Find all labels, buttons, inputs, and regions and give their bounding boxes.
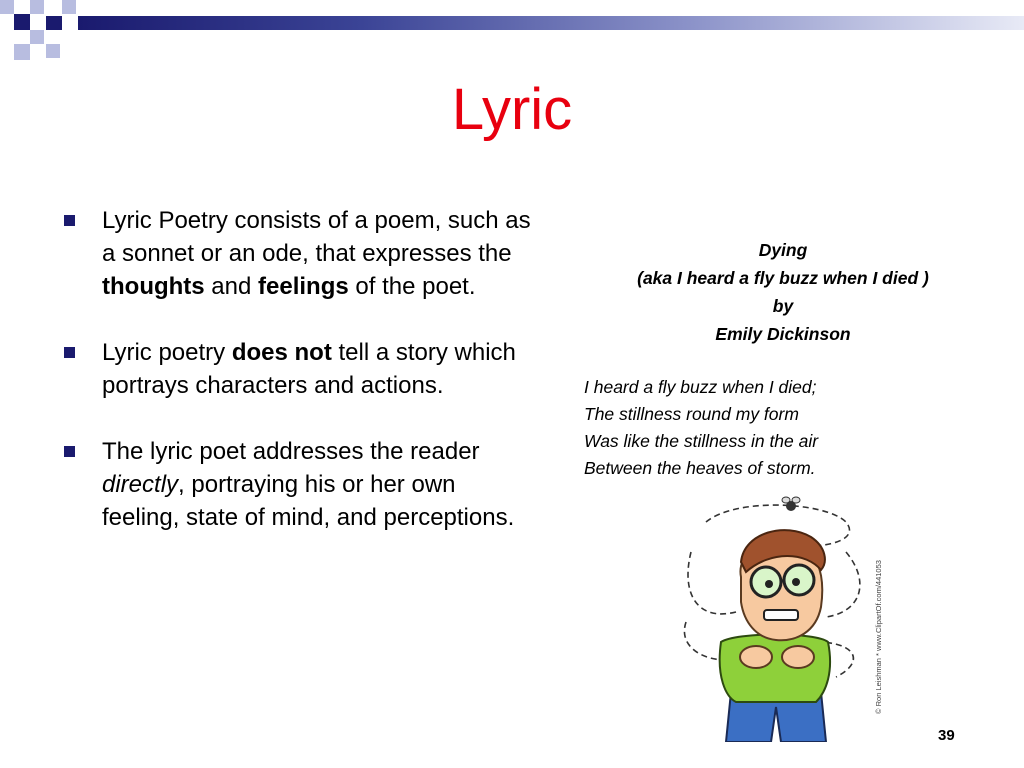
deco-square-2	[0, 0, 14, 14]
deco-square-6	[46, 16, 62, 30]
poem-author: Emily Dickinson	[715, 324, 851, 344]
bullet-text-run: of the poet.	[348, 273, 476, 300]
deco-square-1	[14, 14, 30, 30]
dying-man-illustration	[676, 492, 876, 742]
bullet-text-run: , portraying his or her own feeling, state of mind, and perceptions.	[102, 471, 515, 531]
bullet-square-icon	[64, 446, 75, 457]
slide-title: Lyric	[451, 77, 573, 142]
bullet-text-run: does not	[231, 339, 332, 366]
poem-title: Dying	[758, 240, 808, 260]
bullet-text-run: tell a story which portrays characters and actions.	[102, 339, 516, 399]
poem-alt-title: (aka I heard a fly buzz when I died )	[637, 268, 929, 288]
bullet-text-run: Lyric Poetry consists of a poem, such as a sonnet or an ode, that expresses the	[102, 207, 531, 267]
deco-square-5	[62, 0, 76, 14]
bullet-text-run: and	[204, 273, 259, 300]
fly-icon	[782, 497, 800, 511]
poem-by: by	[772, 296, 794, 316]
poem-line: Between the heaves of storm.	[584, 458, 816, 478]
deco-square-7	[14, 44, 30, 60]
bullet-text-run: Lyric poetry	[102, 339, 232, 366]
bullet-item	[62, 435, 532, 534]
bullet-square-icon	[64, 215, 75, 226]
poem-line: I heard a fly buzz when I died;	[584, 377, 817, 397]
bullet-square-icon	[64, 347, 75, 358]
bullet-text-run: feelings	[258, 273, 349, 300]
poem-stanza	[584, 374, 1004, 482]
poem-line: Was like the stillness in the air	[584, 431, 819, 451]
header-bar	[78, 16, 1024, 30]
bullet-text-run: thoughts	[102, 273, 205, 300]
bullet-item	[62, 204, 532, 303]
poem-line: The stillness round my form	[584, 404, 799, 424]
deco-square-4	[30, 30, 44, 44]
bullet-list	[62, 204, 532, 567]
bullet-item	[62, 336, 532, 402]
deco-square-3	[30, 0, 44, 14]
slide-number: 39	[938, 727, 955, 744]
poem-heading	[568, 236, 998, 348]
deco-square-8	[46, 44, 60, 58]
bullet-text-run: directly	[102, 471, 179, 498]
bullet-text-run: The lyric poet addresses the reader	[102, 438, 480, 465]
illustration-credit: © Ron Leishman * www.ClipartOf.com/441053	[874, 560, 883, 714]
